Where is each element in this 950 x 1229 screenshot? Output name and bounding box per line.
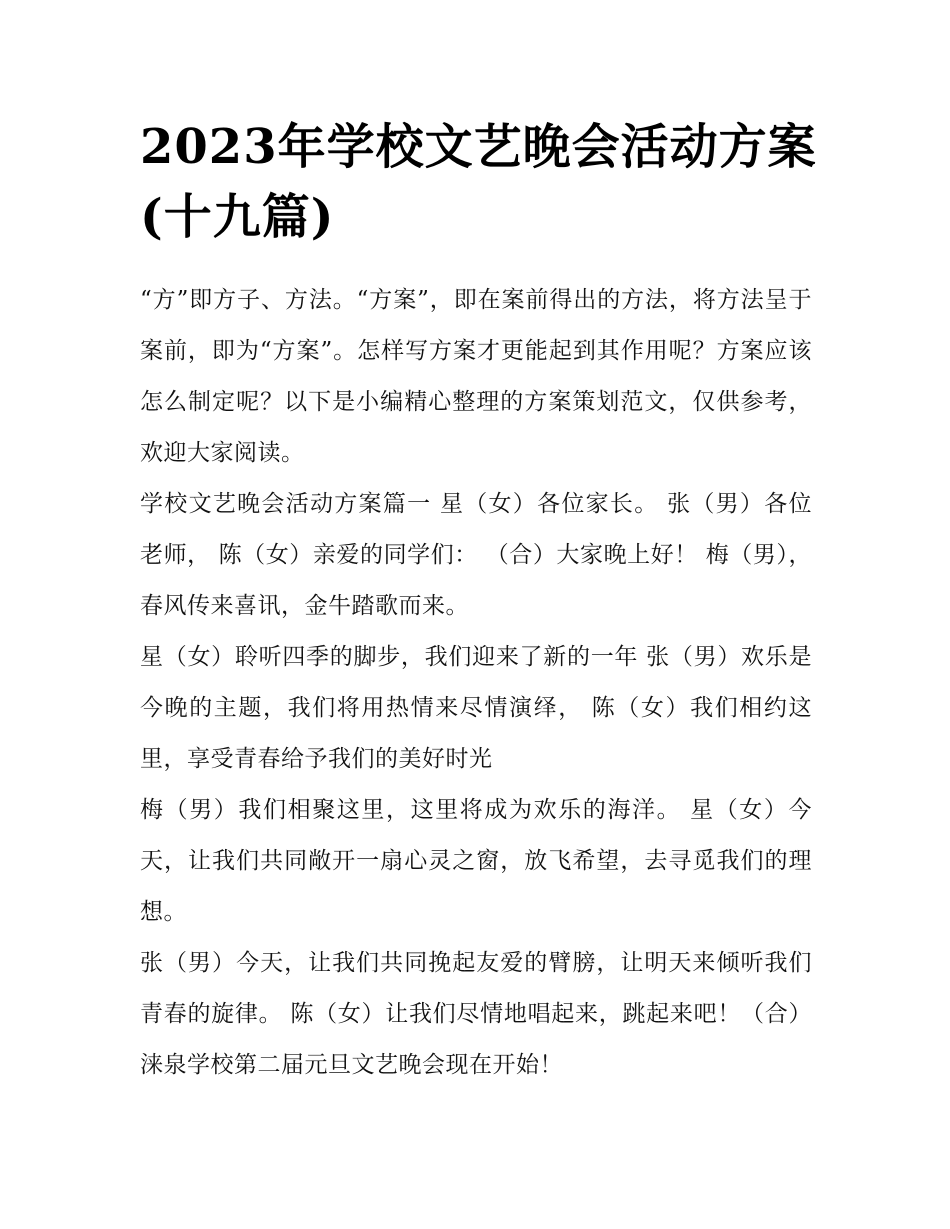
body-paragraph: 学校文艺晚会活动方案篇一 星（女）各位家长。 张（男）各位老师， 陈（女）亲爱的同学们： （合）大家晚上好！ 梅（男），春风传来喜讯，金牛踏歌而来。	[140, 491, 812, 619]
body-paragraph: 梅（男）我们相聚这里，这里将成为欢乐的海洋。 星（女）今天，让我们共同敞开一扇心灵之窗，放飞希望，去寻觅我们的理想。	[140, 797, 812, 925]
body-paragraph: 张（男）今天，让我们共同挽起友爱的臂膀，让明天来倾听我们青春的旋律。 陈（女）让我们尽情地唱起来，跳起来吧！（合）涞泉学校第二届元旦文艺晚会现在开始！	[140, 950, 812, 1078]
document-body	[140, 275, 812, 1091]
body-paragraph: 星（女）聆听四季的脚步，我们迎来了新的一年 张（男）欢乐是今晚的主题，我们将用热情来尽情演绎， 陈（女）我们相约这里，享受青春给予我们的美好时光	[140, 644, 812, 772]
document-title: 2023年学校文艺晚会活动方案(十九篇)	[140, 119, 817, 245]
intro-paragraph: “方”即方子、方法。“方案”，即在案前得出的方法，将方法呈于案前，即为“方案”。怎样写方案才更能起到其作用呢？方案应该怎么制定呢？以下是小编精心整理的方案策划范文，仅供参考，欢迎大家阅读。	[140, 287, 812, 466]
